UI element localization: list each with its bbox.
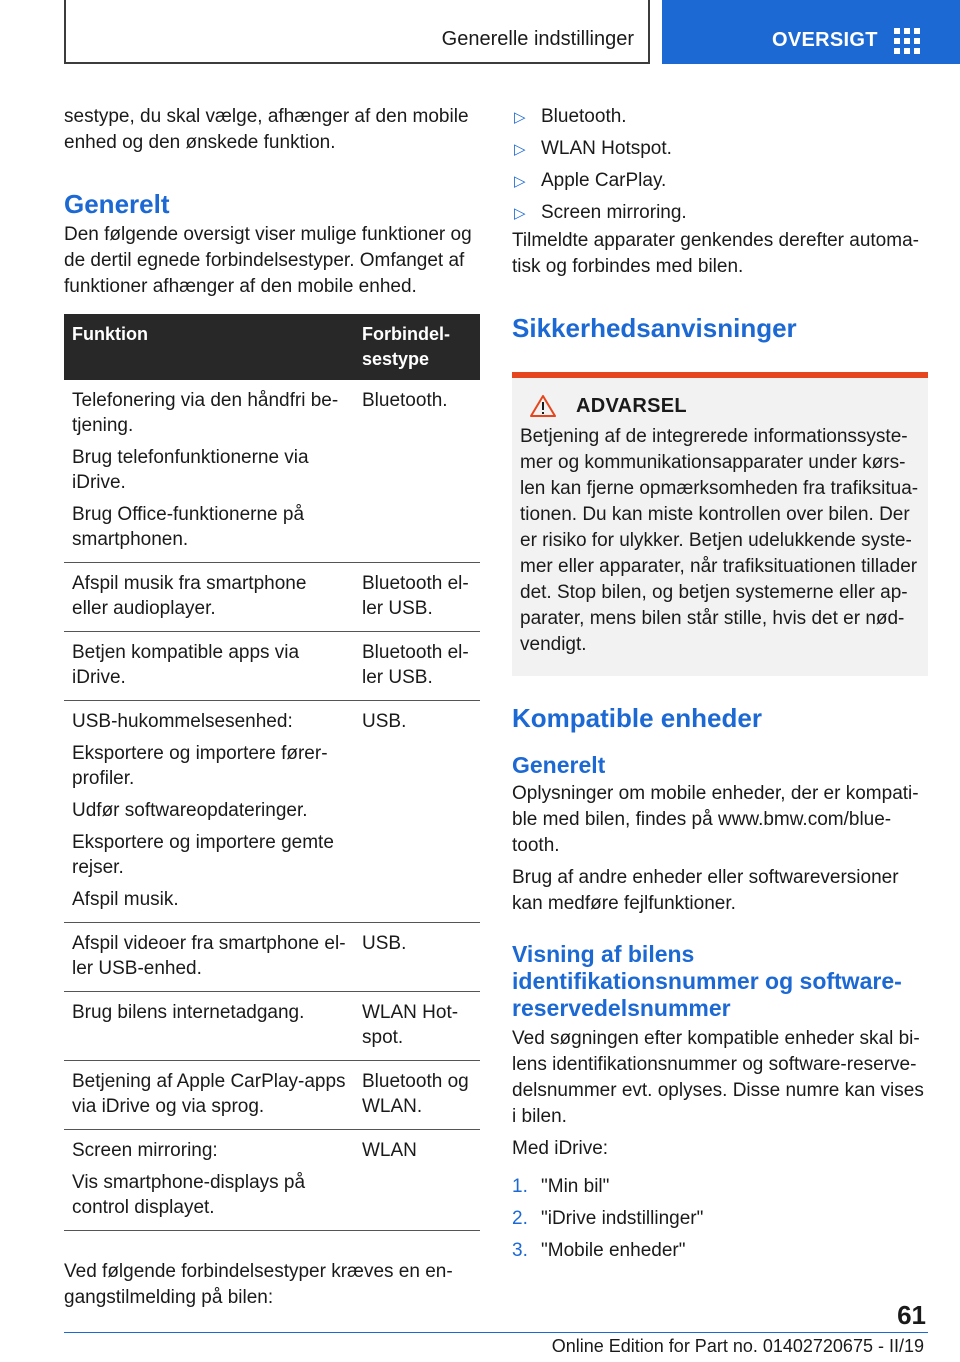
connection-cell: Bluetooth el-ler USB. — [354, 563, 480, 632]
list-item: 1. "Min bil" — [512, 1176, 610, 1197]
intro-paragraph: sestype, du skal vælge, afhænger af den mobile enhed og den ønskede funktion. — [64, 106, 469, 153]
header-section-box — [64, 0, 650, 64]
warning-box — [512, 372, 928, 676]
function-cell: Betjen kompatible apps via iDrive. — [64, 632, 354, 701]
overview-paragraph: Den følgende oversigt viser mulige funktioner og de dertil egnede forbindelsestyper. Omfanget af funktioner afhænger af den mobile enhed. — [64, 224, 472, 297]
function-cell: Telefonering via den håndfri be-tjening. Brug telefonfunktionerne via iDrive. Brug Office-funktionerne på smartphonen. — [64, 380, 354, 563]
vin-paragraph: Ved søgningen efter kompatible enheder skal bi-lens identifikationsnummer og software-reserve-delsnummer evt. oplyses. Disse numre kan vises i bilen. — [512, 1028, 924, 1127]
triangle-bullet-icon: ▷ — [514, 109, 526, 126]
list-item: 3. "Mobile enheder" — [512, 1240, 686, 1261]
function-cell: USB-hukommelsesenhed: Eksportere og importere fører-profiler. Udfør softwareopdateringer. Eksportere og importere gemte rejser. Afspil musik. — [64, 701, 354, 923]
heading-compatible-devices: Kompatible enheder — [512, 703, 762, 733]
table-row — [64, 992, 480, 1061]
table-row — [64, 632, 480, 701]
function-cell: Betjening af Apple CarPlay-apps via iDrive og via sprog. — [64, 1061, 354, 1130]
warning-title: ADVARSEL — [576, 394, 687, 417]
warning-header — [530, 394, 920, 418]
triangle-bullet-icon: ▷ — [514, 141, 526, 158]
idrive-label: Med iDrive: — [512, 1138, 609, 1159]
list-item: ▷ Apple CarPlay. — [512, 168, 928, 194]
subheading-general: Generelt — [512, 752, 606, 778]
table-row — [64, 380, 480, 563]
general-paragraph-2: Brug af andre enheder eller softwareversioner kan medføre fejlfunktioner. — [512, 867, 899, 914]
subheading-vin-display: Visning af bilens identifikationsnummer og software-reservedelsnummer — [512, 941, 902, 1021]
heading-safety: Sikkerhedsanvisninger — [512, 313, 797, 343]
table-row — [64, 563, 480, 632]
heading-general: Generelt — [64, 189, 170, 219]
table-row — [64, 923, 480, 992]
left-column — [64, 104, 480, 1311]
connection-cell: Bluetooth og WLAN. — [354, 1061, 480, 1130]
function-cell: Brug bilens internetadgang. — [64, 992, 354, 1061]
function-table — [64, 314, 480, 1231]
outro-paragraph: Ved følgende forbindelsestyper kræves en en-gangstilmelding på bilen: — [64, 1261, 453, 1308]
connection-cell: USB. — [354, 701, 480, 923]
table-row — [64, 1061, 480, 1130]
page-number: 61 — [897, 1300, 926, 1330]
connection-cell: USB. — [354, 923, 480, 992]
general-paragraph-1: Oplysninger om mobile enheder, der er kompati-ble med bilen, findes på www.bmw.com/blue-tooth. — [512, 783, 919, 856]
col-header-connection: Forbindel- sestype — [354, 314, 480, 380]
table-row — [64, 701, 480, 923]
section-title: Generelle indstillinger — [441, 28, 634, 50]
warning-text: Betjening af de integrerede informationssyste-mer og kommunikationsapparater under kørs-len kan fjerne opmærksomheden fra trafiksitua-tionen. Du kan miste kontrollen over bilen. Der er risiko for ulykker. Betjen udelukkende syste-mer eller apparater, når trafiksituationen tillader det. Stop bilen, og betjen systemerne eller ap-parater, mens bilen står stille, hvis det er nød-vendigt. — [520, 426, 919, 655]
connection-cell: WLAN Hot-spot. — [354, 992, 480, 1061]
footer-edition: Online Edition for Part no. 01402720675 - II/19 — [551, 1336, 924, 1356]
col-header-function: Funktion — [64, 314, 354, 380]
idrive-steps-list — [512, 1174, 928, 1264]
footer-divider — [64, 1332, 928, 1333]
table-row — [64, 1130, 480, 1231]
function-cell: Afspil musik fra smartphone eller audioplayer. — [64, 563, 354, 632]
connection-cell: Bluetooth el-ler USB. — [354, 632, 480, 701]
list-item: ▷ Screen mirroring. — [512, 200, 928, 226]
function-cell: Screen mirroring: Vis smartphone-displays på control displayet. — [64, 1130, 354, 1231]
overview-nav-button[interactable] — [662, 0, 960, 64]
triangle-bullet-icon: ▷ — [514, 173, 526, 190]
table-header-row — [64, 314, 480, 380]
grid-icon — [894, 28, 920, 54]
function-cell: Afspil videoer fra smartphone el-ler USB-enhed. — [64, 923, 354, 992]
triangle-bullet-icon: ▷ — [514, 205, 526, 222]
registration-paragraph: Tilmeldte apparater genkendes derefter automa-tisk og forbindes med bilen. — [512, 230, 919, 277]
connection-type-list — [512, 104, 928, 226]
right-column — [512, 104, 928, 1270]
overview-label: OVERSIGT — [772, 29, 878, 51]
connection-cell: WLAN — [354, 1130, 480, 1231]
connection-cell: Bluetooth. — [354, 380, 480, 563]
list-item: ▷ WLAN Hotspot. — [512, 136, 928, 162]
list-item: ▷ Bluetooth. — [512, 104, 928, 130]
warning-triangle-icon — [530, 394, 556, 418]
list-item: 2. "iDrive indstillinger" — [512, 1208, 704, 1229]
